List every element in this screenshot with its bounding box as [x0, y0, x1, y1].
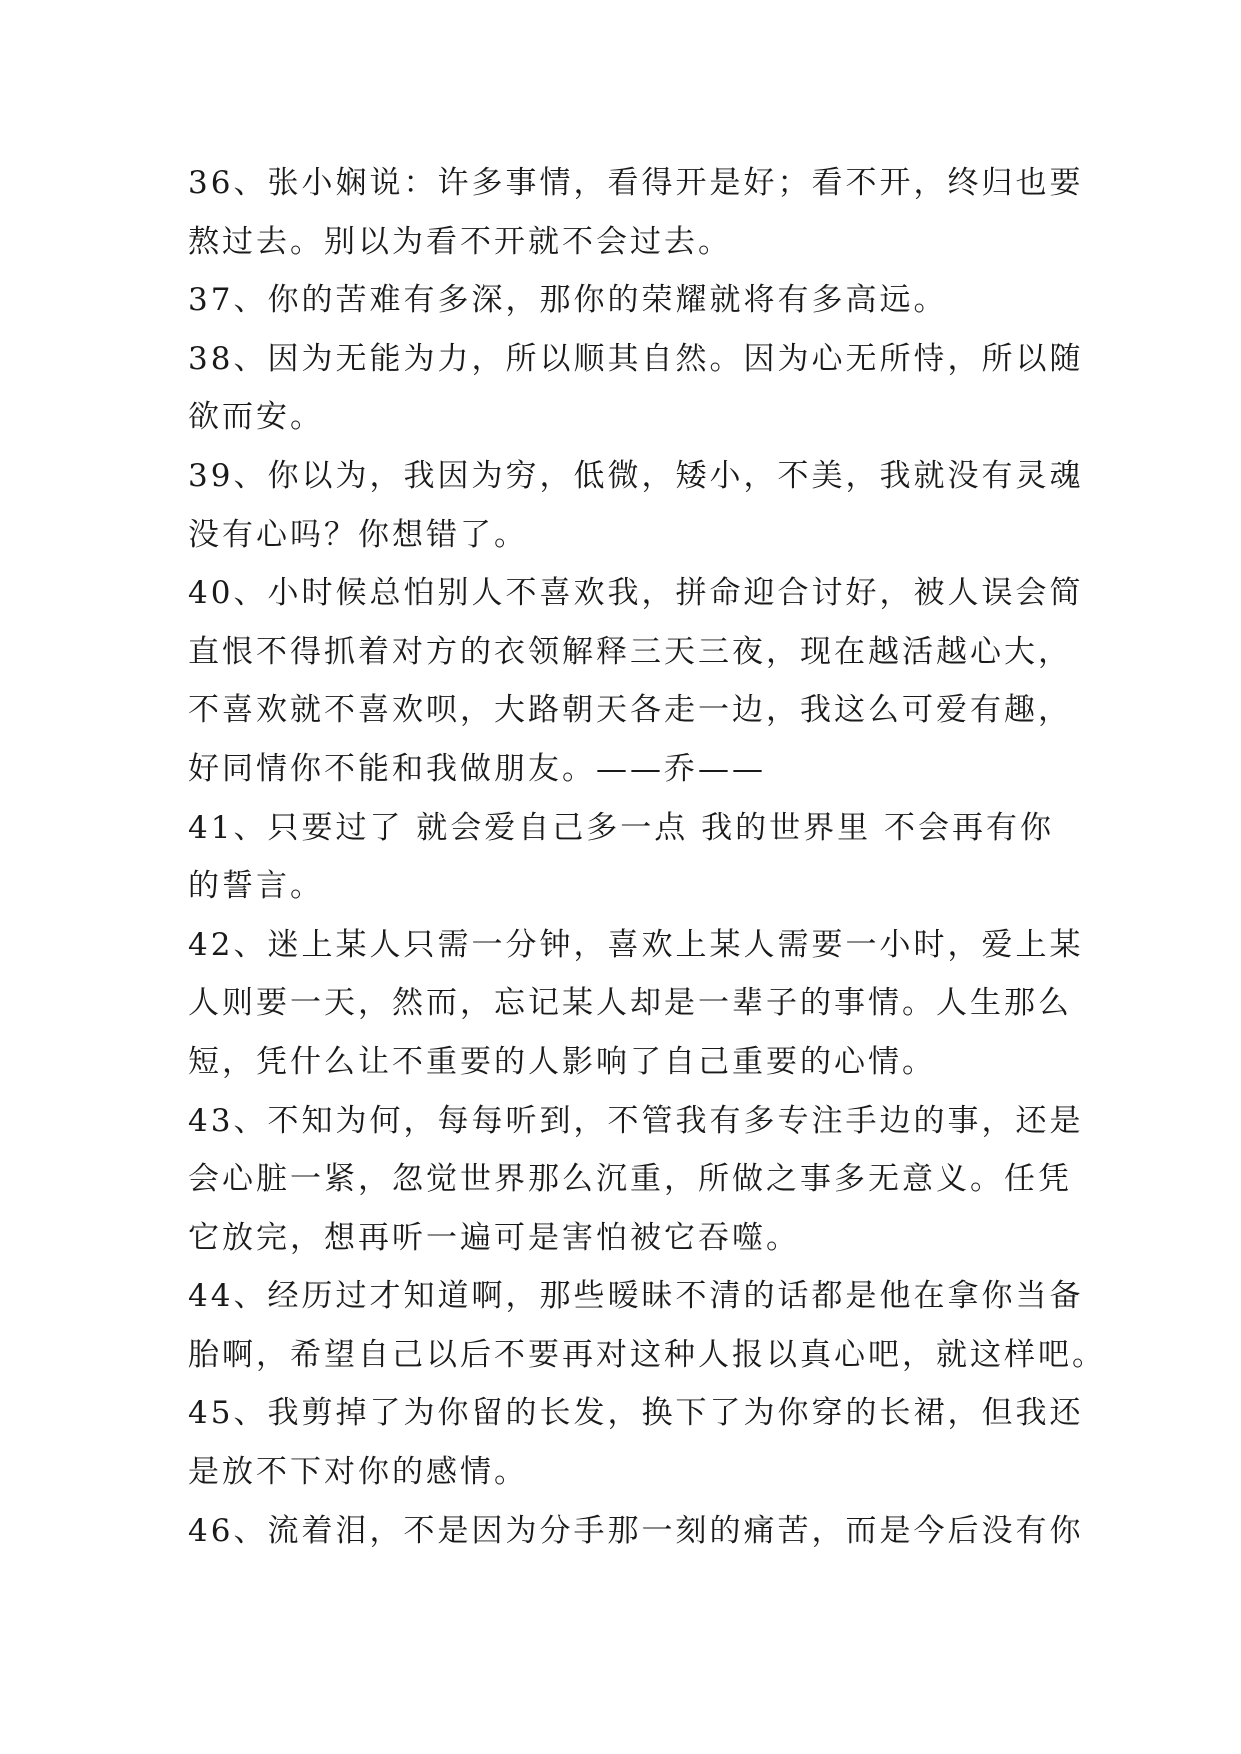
- text-line: 胎啊，希望自己以后不要再对这种人报以真心吧，就这样吧。: [188, 1336, 1106, 1373]
- text-line: 46、流着泪，不是因为分手那一刻的痛苦，而是今后没有你: [188, 1512, 1084, 1549]
- text-line: 39、你以为，我因为穷，低微，矮小，不美，我就没有灵魂: [188, 457, 1084, 494]
- text-line: 是放不下对你的感情。: [188, 1454, 528, 1491]
- text-line: 没有心吗？你想错了。: [188, 516, 528, 553]
- text-line: 的誓言。: [188, 868, 324, 905]
- text-line: 短，凭什么让不重要的人影响了自己重要的心情。: [188, 1043, 936, 1080]
- text-line: 41、只要过了 就会爱自己多一点 我的世界里 不会再有你: [188, 809, 1055, 846]
- text-line: 它放完，想再听一遍可是害怕被它吞噬。: [188, 1219, 800, 1256]
- text-line: 直恨不得抓着对方的衣领解释三天三夜，现在越活越心大，: [188, 633, 1072, 670]
- text-line: 不喜欢就不喜欢呗，大路朝天各走一边，我这么可爱有趣，: [188, 692, 1072, 729]
- text-line: 40、小时候总怕别人不喜欢我，拼命迎合讨好，被人误会简: [188, 575, 1084, 612]
- text-line: 好同情你不能和我做朋友。——乔——: [188, 750, 766, 787]
- text-line: 熬过去。别以为看不开就不会过去。: [188, 223, 732, 260]
- text-line: 36、张小娴说：许多事情，看得开是好；看不开，终归也要: [188, 165, 1084, 201]
- text-line: 43、不知为何，每每听到，不管我有多专注手边的事，还是: [188, 1102, 1084, 1139]
- text-line: 45、我剪掉了为你留的长发，换下了为你穿的长裙，但我还: [188, 1395, 1084, 1432]
- text-line: 人则要一天，然而，忘记某人却是一辈子的事情。人生那么: [188, 985, 1072, 1022]
- text-line: 欲而安。: [188, 399, 324, 436]
- text-line: 37、你的苦难有多深，那你的荣耀就将有多高远。: [188, 282, 948, 319]
- body-text: [188, 154, 1106, 1560]
- text-line: 44、经历过才知道啊，那些暧昧不清的话都是他在拿你当备: [188, 1278, 1084, 1315]
- text-line: 会心脏一紧，忽觉世界那么沉重，所做之事多无意义。任凭: [188, 1161, 1072, 1198]
- text-line: 38、因为无能为力，所以顺其自然。因为心无所恃，所以随: [188, 340, 1084, 377]
- text-line: 42、迷上某人只需一分钟，喜欢上某人需要一小时，爱上某: [188, 926, 1084, 963]
